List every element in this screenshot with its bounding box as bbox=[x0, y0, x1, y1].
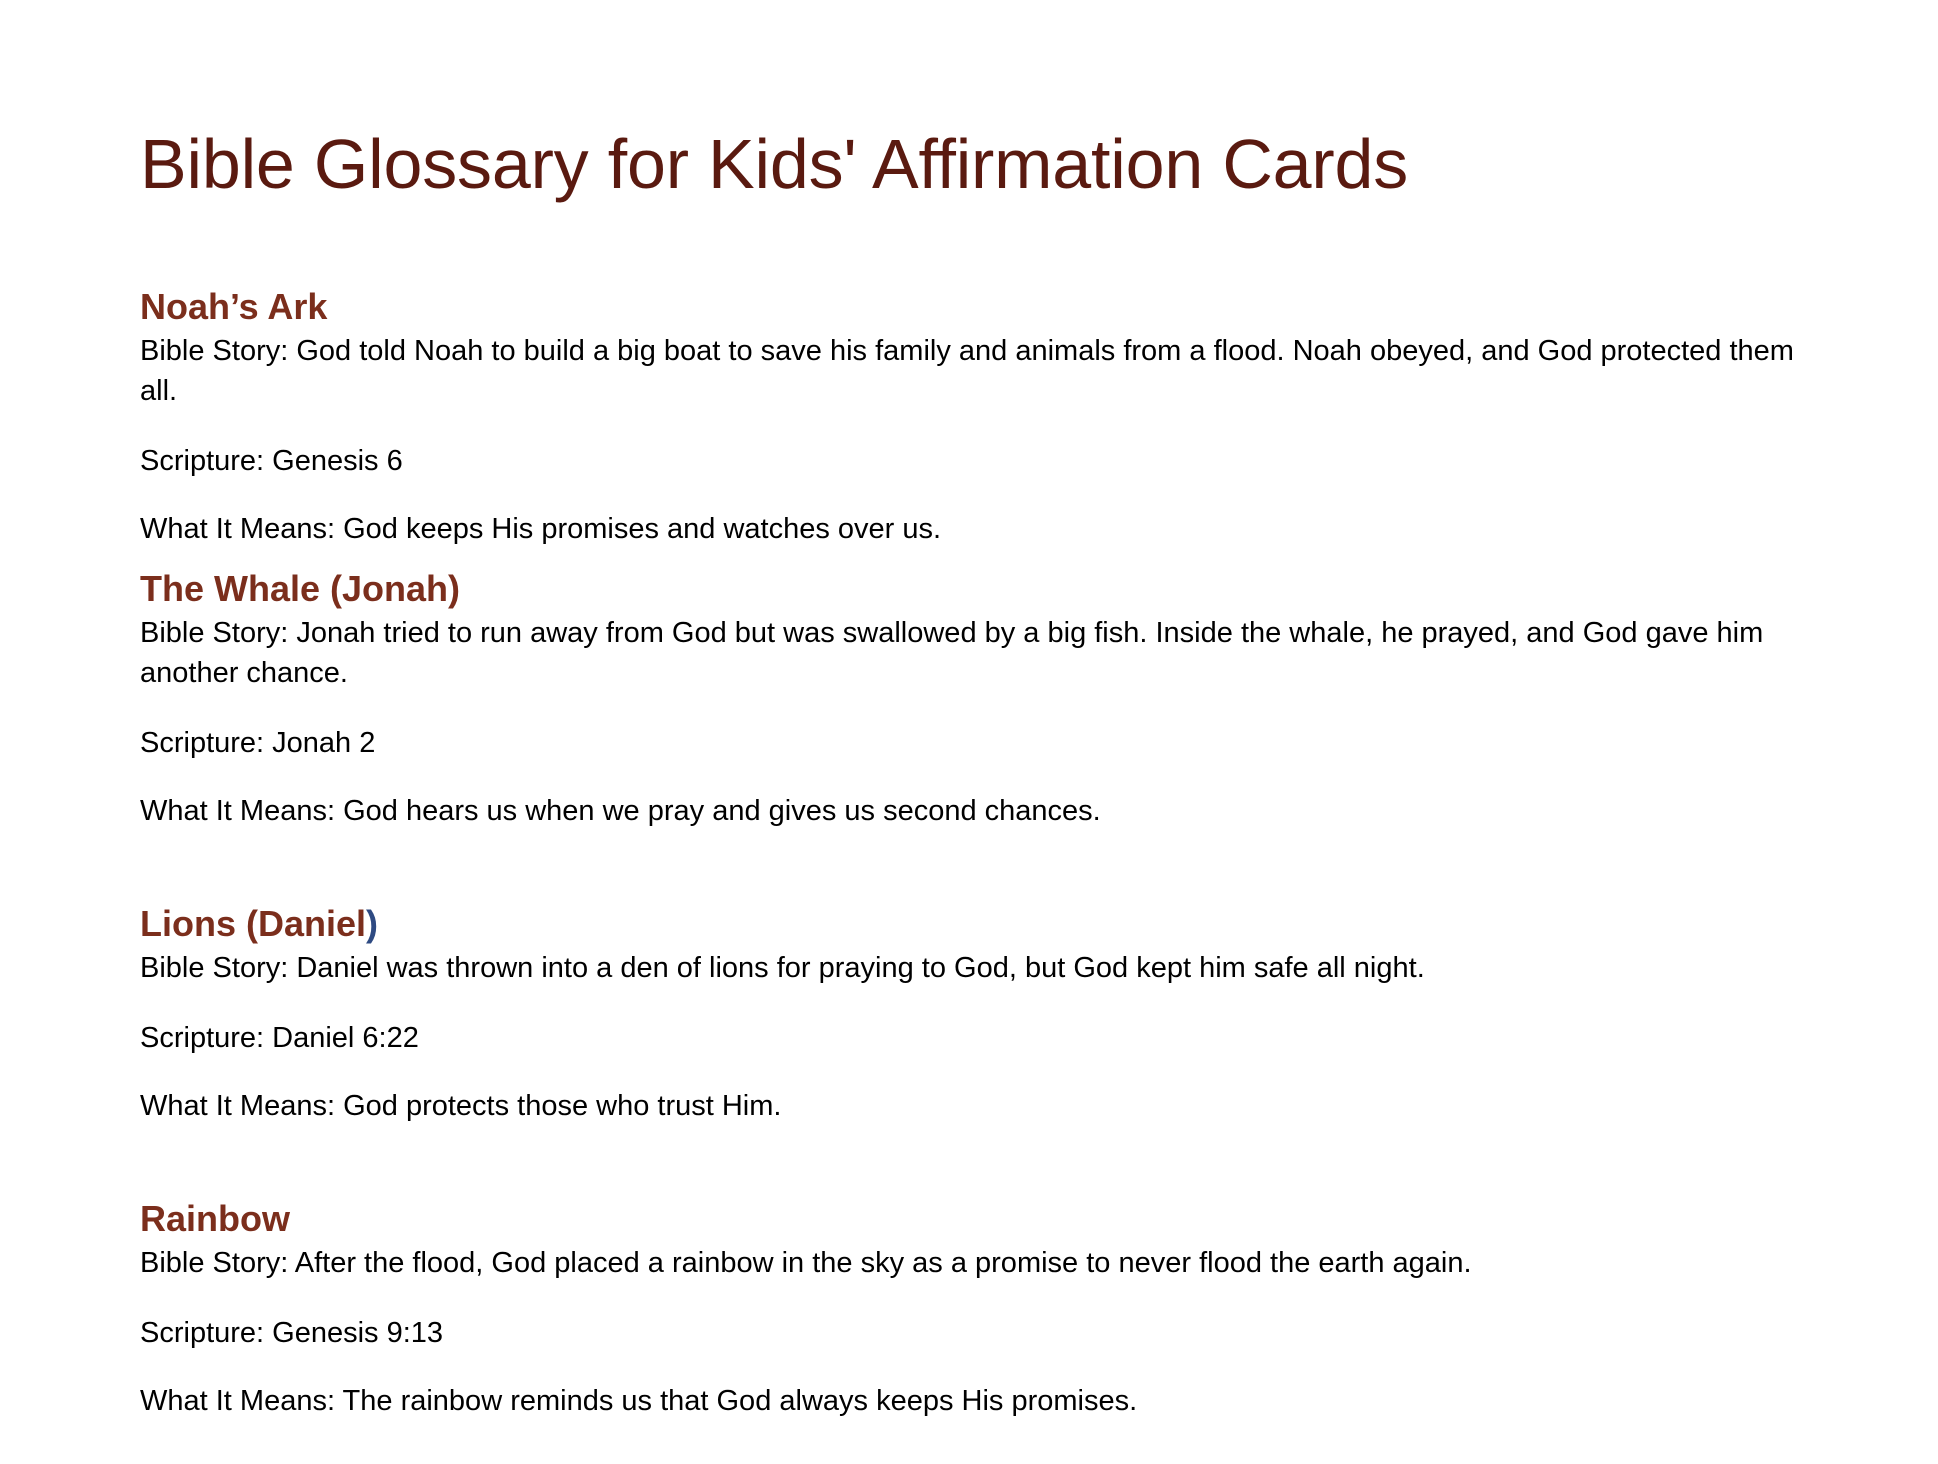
spacer bbox=[140, 831, 1820, 900]
entry-scripture: Scripture: Jonah 2 bbox=[140, 727, 376, 759]
page-title: Bible Glossary for Kids' Affirmation Cards bbox=[140, 125, 1409, 203]
glossary-entry-rainbow bbox=[140, 1195, 1820, 1421]
entry-story: Bible Story: Jonah tried to run away from God but was swallowed by a big fish. Inside the whale, he prayed, and God gave him another chance. bbox=[140, 617, 1764, 689]
entry-heading: Noah’s Ark bbox=[140, 286, 328, 327]
entry-story: Bible Story: God told Noah to build a big boat to save his family and animals from a flood. Noah obeyed, and God protected them all. bbox=[140, 335, 1794, 407]
entry-scripture: Scripture: Genesis 6 bbox=[140, 445, 403, 477]
glossary-entry-whale-jonah bbox=[140, 565, 1820, 831]
entry-heading-closing-paren: ) bbox=[366, 903, 379, 944]
entry-heading: The Whale (Jonah) bbox=[140, 568, 461, 609]
spacer bbox=[140, 1126, 1820, 1195]
entry-meaning: What It Means: God hears us when we pray and gives us second chances. bbox=[140, 795, 1101, 827]
entry-meaning: What It Means: God protects those who trust Him. bbox=[140, 1090, 782, 1122]
entry-heading-text: Lions (Daniel bbox=[140, 903, 367, 944]
entry-scripture: Scripture: Genesis 9:13 bbox=[140, 1317, 444, 1349]
spacer bbox=[140, 549, 1820, 565]
glossary-entry-lions-daniel bbox=[140, 900, 1820, 1126]
entry-story: Bible Story: Daniel was thrown into a den of lions for praying to God, but God kept him safe all night. bbox=[140, 952, 1425, 984]
document-page bbox=[140, 118, 1820, 1421]
entry-scripture: Scripture: Daniel 6:22 bbox=[140, 1022, 419, 1054]
entry-meaning: What It Means: God keeps His promises and watches over us. bbox=[140, 513, 942, 545]
entry-heading bbox=[140, 900, 1820, 948]
entry-story: Bible Story: After the flood, God placed a rainbow in the sky as a promise to never flood the earth again. bbox=[140, 1247, 1472, 1279]
entry-heading: Rainbow bbox=[140, 1198, 290, 1239]
entry-meaning: What It Means: The rainbow reminds us that God always keeps His promises. bbox=[140, 1385, 1138, 1417]
glossary-entry-noahs-ark bbox=[140, 283, 1820, 549]
